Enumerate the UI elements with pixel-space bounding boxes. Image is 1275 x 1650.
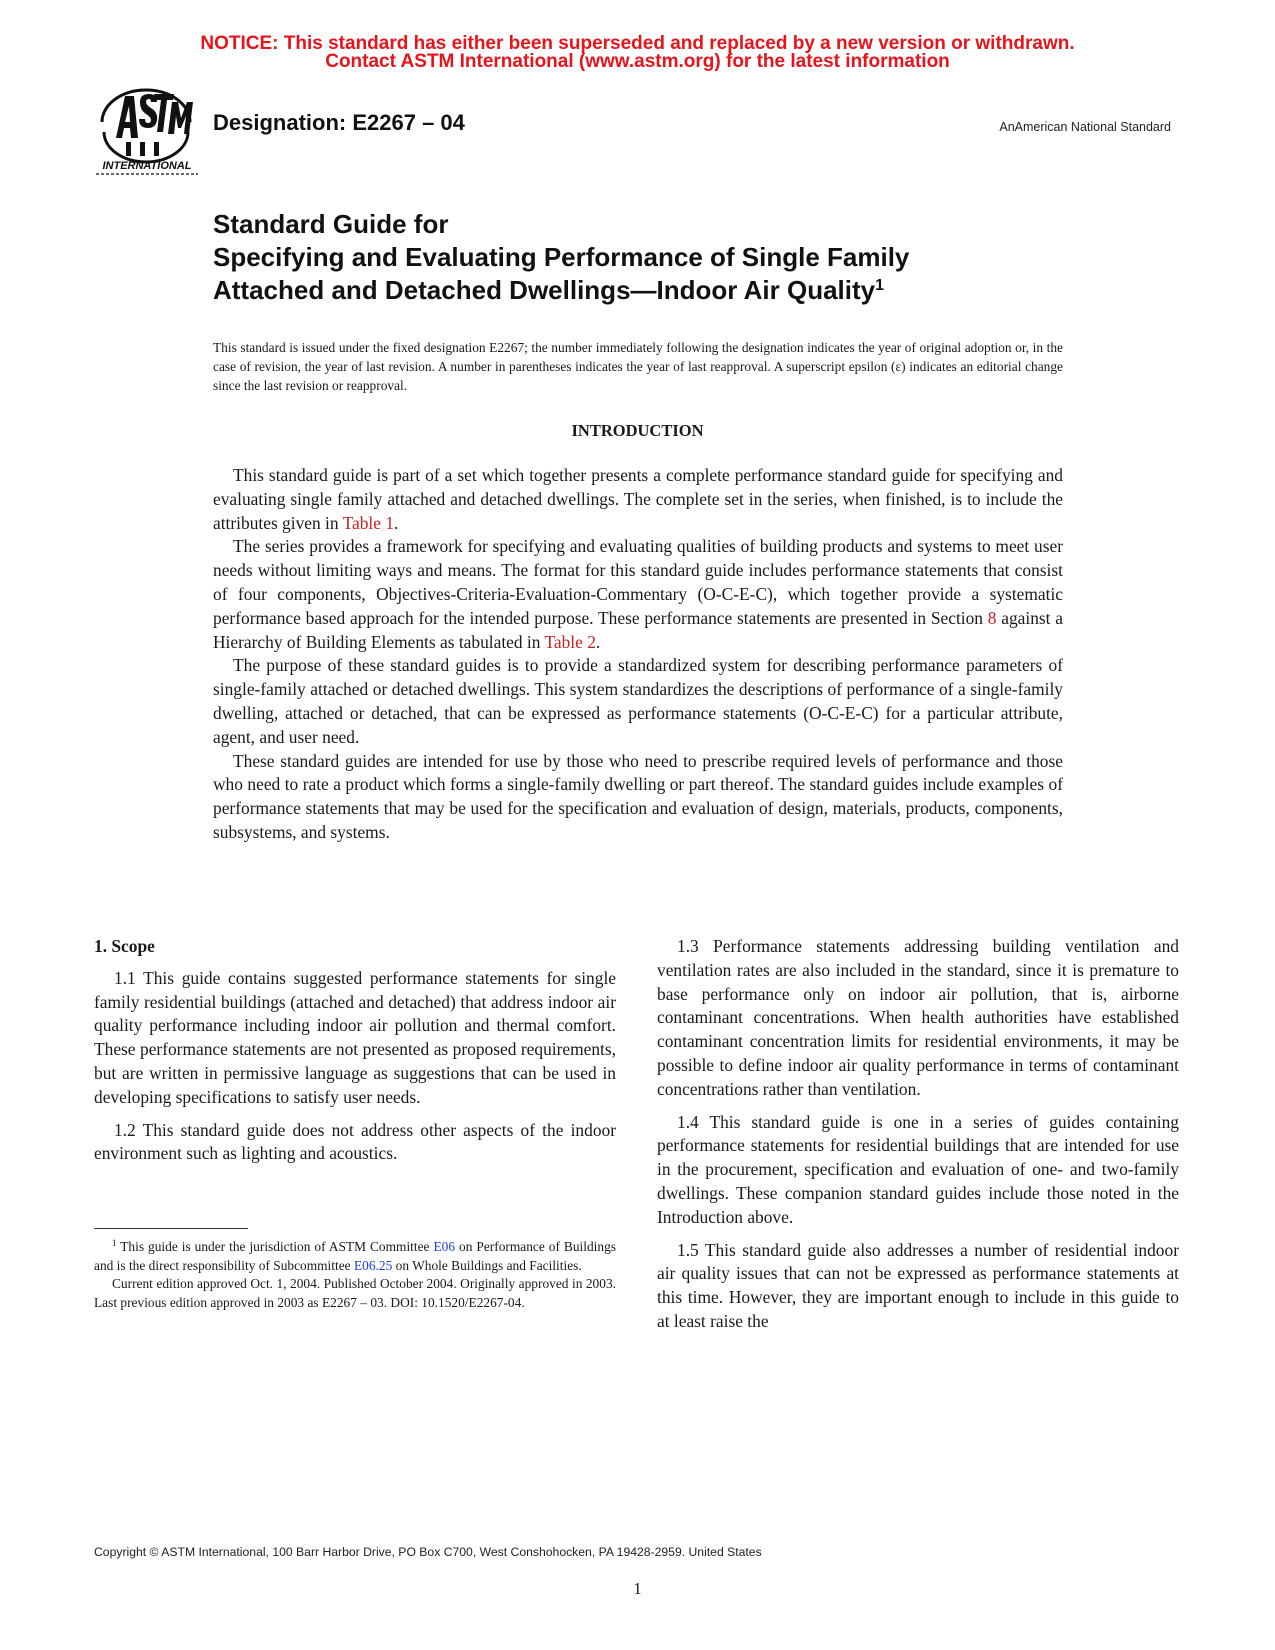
footnote-divider <box>94 1228 248 1229</box>
section-8-link[interactable]: 8 <box>987 607 997 628</box>
issued-note: This standard is issued under the fixed designation E2267; the number immediately following the designation indicates the year of original adoption or, in the case of revision, the year of last revision. A number in parentheses indicates the year of last reapproval. A superscript epsilon (ε) indicates an editorial change since the last revision or reapproval. <box>213 340 1063 393</box>
title-line-3 <box>213 274 1113 307</box>
section-1-2: 1.2 This standard guide does not address other aspects of the indoor environment such as lighting and acoustics. <box>94 1119 616 1164</box>
introduction-body <box>213 464 1063 845</box>
astm-logo <box>94 82 200 180</box>
intro-p1-end: . <box>394 512 399 533</box>
intro-p1-text: This standard guide is part of a set which together presents a complete performance standard guide for specifying and evaluating single family attached and detached dwellings. The complete set in the series, when finished, is to include the attributes given in <box>213 465 1063 533</box>
right-column <box>657 935 1179 1343</box>
title-line-3-text: Attached and Detached Dwellings—Indoor Air Quality <box>213 275 876 305</box>
intro-p2-end: . <box>595 631 601 652</box>
title-line-2: Specifying and Evaluating Performance of Single Family <box>213 242 910 272</box>
section-1-4: 1.4 This standard guide is one in a series of guides containing performance statements for residential buildings that are intended for use in the procurement, specification and evaluation of one- and two-family dwellings. These companion standard guides include those noted in the Introduction above. <box>657 1111 1179 1227</box>
footnote-mark: 1 <box>112 1238 117 1248</box>
intro-p2-text: The series provides a framework for specifying and evaluating qualities of building products and systems to meet user needs without limiting ways and means. The format for this standard guide includes performance statements that consist of four components, Objectives-Criteria-Evaluation-Commentary (O-C-E-C), which together provide a systematic performance based approach for the intended purpose. These performance statements are presented in Section <box>213 536 1063 628</box>
astm-logo-icon <box>94 82 200 180</box>
introduction-heading: INTRODUCTION <box>571 421 704 440</box>
intro-paragraph-4: These standard guides are intended for use by those who need to prescribe required levels of performance and those who need to rate a product which forms a single-family dwelling or part thereof. The standard guides include examples of performance statements that may be used for the specification and evaluation of design, materials, products, components, subsystems, and systems. <box>213 750 1063 842</box>
designation: Designation: E2267 – 04 <box>213 110 465 135</box>
intro-paragraph-2 <box>213 535 1063 654</box>
footnote-jurisdiction <box>94 1238 616 1275</box>
footnote-text-b: on Performance of Buildings and is the direct responsibility of Subcommittee <box>94 1239 616 1273</box>
notice-line-2: Contact ASTM International (www.astm.org) for the latest information <box>325 51 950 72</box>
footnote-text-a: This guide is under the jurisdiction of ASTM Committee <box>116 1239 434 1254</box>
scope-heading: 1. Scope <box>94 936 155 956</box>
footnote-edition: Current edition approved Oct. 1, 2004. Published October 2004. Originally approved in 2003. Last previous edition approved in 2003 as E2267 – 03. DOI: 10.1520/E2267-04. <box>94 1276 616 1310</box>
committee-e06-link[interactable]: E06 <box>433 1239 456 1254</box>
subcommittee-e06-25-link[interactable]: E06.25 <box>353 1257 393 1273</box>
page-number: 1 <box>633 1579 642 1598</box>
logo-text: INTERNATIONAL <box>102 160 192 172</box>
title-line-1: Standard Guide for <box>213 209 449 239</box>
section-1-1: 1.1 This guide contains suggested performance statements for single family residential buildings (attached and detached) that address indoor air quality performance including indoor air pollution and thermal comfort. These performance statements are not presented as proposed requirements, but are written in permissive language as suggestions that can be used in developing specifications to satisfy user needs. <box>94 967 616 1107</box>
table-1-link[interactable]: Table 1 <box>342 512 395 533</box>
notice-line-1: NOTICE: This standard has either been superseded and replaced by a new version or withdrawn. <box>200 33 1075 54</box>
intro-paragraph-3: The purpose of these standard guides is to provide a standardized system for describing performance parameters of single-family attached or detached dwellings. This system standardizes the descriptions of performance of a single-family dwelling, attached or detached, that can be expressed as performance statements (O-C-E-C) for a particular attribute, agent, and user need. <box>213 655 1063 747</box>
section-1-3: 1.3 Performance statements addressing building ventilation and ventilation rates are also included in the standard, since it is premature to base performance only on indoor air pollution, that is, airborne contaminant concentrations. When health authorities have established contaminant concentration limits for residential environments, it may be possible to define indoor air quality performance in terms of contaminant concentrations rather than ventilation. <box>657 936 1179 1099</box>
intro-p2-middle: against a Hierarchy of Building Elements as tabulated in <box>213 607 1063 652</box>
american-national-standard: AnAmerican National Standard <box>999 120 1171 134</box>
left-column <box>94 935 616 1175</box>
footnote-text-c: on Whole Buildings and Facilities. <box>392 1257 582 1273</box>
copyright: Copyright © ASTM International, 100 Barr Harbor Drive, PO Box C700, West Conshohocken, PA 19428-2959. United States <box>94 1545 762 1559</box>
title-footnote-mark: 1 <box>875 277 885 294</box>
footnote <box>94 1238 616 1312</box>
table-2-link[interactable]: Table 2 <box>544 631 596 652</box>
intro-paragraph-1 <box>213 464 1063 535</box>
section-1-5: 1.5 This standard guide also addresses a number of residential indoor air quality issues that can not be expressed as performance statements at this time. However, they are important enough to include in this guide to at least raise the <box>657 1239 1179 1331</box>
